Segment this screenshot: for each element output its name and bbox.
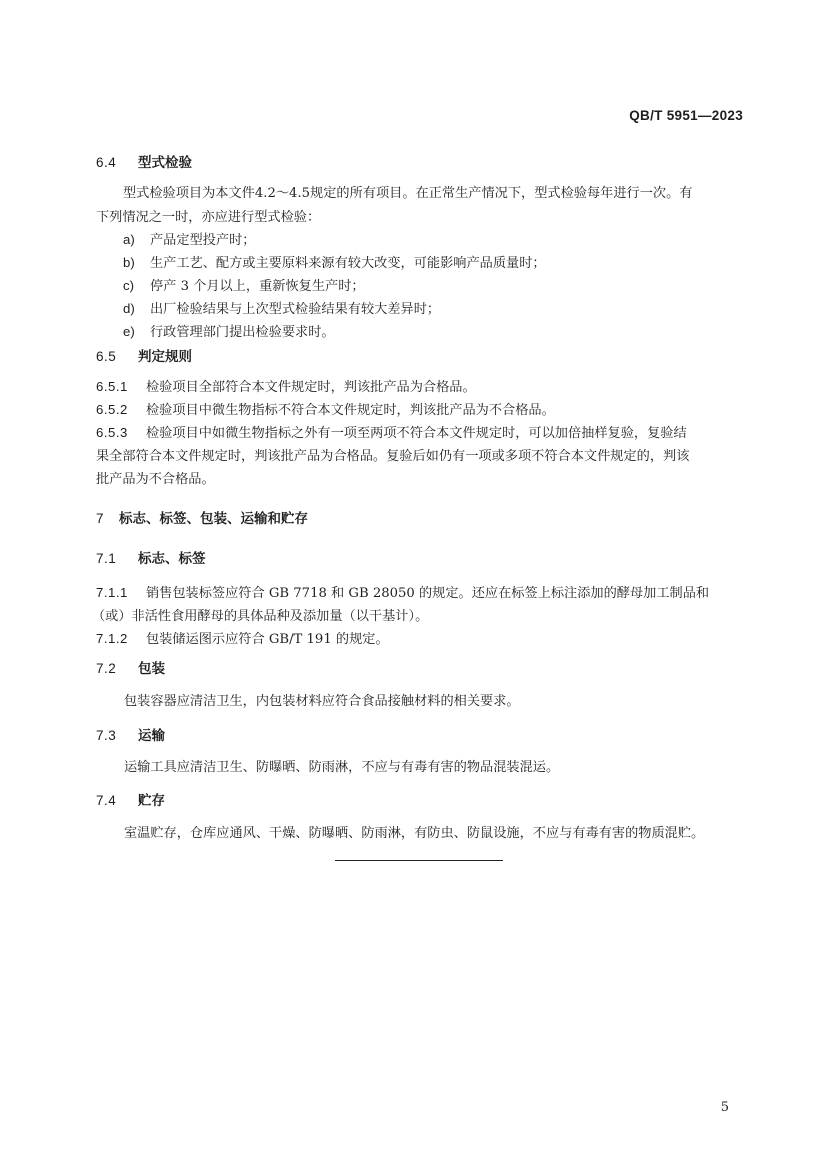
list-item-text: 出厂检验结果与上次型式检验结果有较大差异时； [150, 302, 441, 317]
section-number: 7.4 [96, 793, 117, 808]
clause-number: 6.5.3 [96, 425, 128, 440]
clause-6-5-1 [96, 376, 476, 395]
section-6-4-heading [96, 151, 192, 171]
list-item-text: 停产 3 个月以上，重新恢复生产时； [150, 279, 365, 294]
list-item-label: b) [123, 255, 135, 270]
clause-6-5-2 [96, 399, 555, 418]
section-6-5-heading [96, 345, 192, 365]
section-7-4-heading [96, 789, 165, 809]
clause-text: 销售包装标签应符合 GB 7718 和 GB 28050 的规定。还应在标签上标注添加的酵母加工制品和 [146, 586, 710, 601]
paragraph-line: 运输工具应清洁卫生、防曝晒、防雨淋，不应与有毒有害的物品混装混运。 [124, 760, 560, 775]
clause-number: 6.5.2 [96, 402, 128, 417]
section-title: 判定规则 [138, 349, 192, 365]
chapter-number: 7 [96, 511, 105, 526]
section-number: 7.1 [96, 551, 117, 566]
list-item-text: 产品定型投产时； [150, 233, 256, 248]
list-item-label: c) [123, 278, 134, 293]
paragraph-line: 批产品为不合格品。 [96, 472, 215, 487]
list-item [123, 298, 440, 317]
section-number: 6.5 [96, 349, 117, 364]
section-title: 运输 [138, 728, 165, 744]
clause-number: 7.1.2 [96, 631, 128, 646]
chapter-title: 标志、标签、包装、运输和贮存 [119, 511, 308, 527]
paragraph-line: （或）非活性食用酵母的具体品种及添加量（以干基计）。 [92, 609, 429, 624]
clause-number: 6.5.1 [96, 379, 128, 394]
page-number: 5 [720, 1100, 729, 1115]
list-item-text: 行政管理部门提出检验要求时。 [150, 325, 335, 340]
section-number: 7.3 [96, 728, 117, 743]
chapter-7-heading [96, 507, 308, 527]
standard-code: QB/T 5951—2023 [629, 108, 743, 123]
section-7-2-heading [96, 657, 165, 677]
paragraph-line: 果全部符合本文件规定时，判该批产品为合格品。复验后如仍有一项或多项不符合本文件规定的，判该 [96, 449, 690, 464]
list-item-text: 生产工艺、配方或主要原料来源有较大改变，可能影响产品质量时； [150, 256, 546, 271]
list-item-label: d) [123, 301, 135, 316]
section-number: 6.4 [96, 155, 117, 170]
section-title: 标志、标签 [138, 551, 206, 567]
list-item [123, 229, 256, 248]
paragraph-line: 包装容器应清洁卫生，内包装材料应符合食品接触材料的相关要求。 [124, 694, 520, 709]
clause-7-1-2 [96, 628, 389, 647]
section-7-3-heading [96, 724, 165, 744]
section-7-1-heading [96, 547, 206, 567]
end-of-document-rule [335, 860, 503, 861]
clause-text: 检验项目中微生物指标不符合本文件规定时，判该批产品为不合格品。 [146, 403, 555, 418]
paragraph-line: 室温贮存，仓库应通风、干燥、防曝晒、防雨淋，有防虫、防鼠设施，不应与有毒有害的物质混贮。 [124, 826, 705, 841]
list-item [123, 275, 365, 294]
paragraph-line: 下列情况之一时，亦应进行型式检验： [96, 210, 321, 225]
paragraph-line: 型式检验项目为本文件4.2～4.5规定的所有项目。在正常生产情况下，型式检验每年进行一次。有 [123, 186, 693, 201]
clause-6-5-3 [96, 422, 687, 441]
list-item [123, 321, 335, 340]
clause-7-1-1 [96, 582, 709, 601]
clause-text: 检验项目全部符合本文件规定时，判该批产品为合格品。 [146, 380, 476, 395]
clause-text: 检验项目中如微生物指标之外有一项至两项不符合本文件规定时，可以加倍抽样复验，复验结 [146, 426, 687, 441]
section-number: 7.2 [96, 661, 117, 676]
section-title: 型式检验 [138, 155, 192, 171]
section-title: 贮存 [138, 793, 165, 809]
list-item-label: e) [123, 324, 135, 339]
list-item-label: a) [123, 232, 135, 247]
clause-text: 包装储运图示应符合 GB/T 191 的规定。 [146, 632, 389, 647]
list-item [123, 252, 546, 271]
clause-number: 7.1.1 [96, 585, 128, 600]
section-title: 包装 [138, 661, 165, 677]
